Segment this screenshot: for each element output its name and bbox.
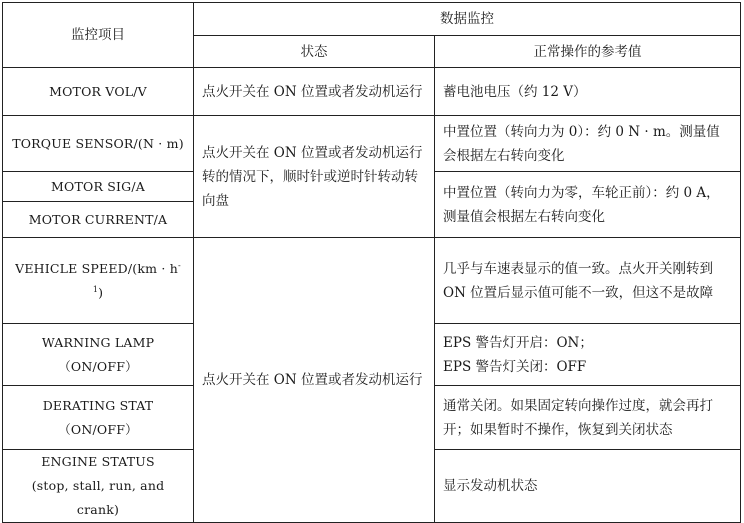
item-warning-lamp — [3, 324, 194, 386]
warning-lamp-name: WARNING LAMP — [41, 334, 155, 350]
ref-engine-status: 显示发动机状态 — [435, 450, 741, 523]
item-motor-vol: MOTOR VOL/V — [3, 68, 194, 116]
header-reference-value: 正常操作的参考值 — [435, 36, 741, 68]
warning-lamp-range: （ON/OFF） — [58, 358, 138, 374]
ref-torque-sensor: 中置位置（转向力为 0）：约 0 N · m。测量值会根据左右转向变化 — [435, 116, 741, 172]
ref-motor-sig: 中置位置（转向力为零，车轮正前）：约 0 A，测量值会根据左右转向变化 — [435, 172, 741, 238]
ref-motor-vol: 蓄电池电压（约 12 V） — [435, 68, 741, 116]
derating-stat-name: DERATING STAT — [42, 397, 154, 413]
vehicle-speed-close: ) — [98, 284, 104, 300]
table-row-torque-sensor — [3, 116, 741, 172]
header-state: 状态 — [194, 36, 435, 68]
item-derating-stat — [3, 386, 194, 450]
item-torque-sensor: TORQUE SENSOR/(N · m) — [3, 116, 194, 172]
state-motor-vol: 点火开关在 ON 位置或者发动机运行 — [194, 68, 435, 116]
header-monitor-item: 监控项目 — [3, 3, 194, 68]
item-motor-sig: MOTOR SIG/A — [3, 172, 194, 202]
warning-lamp-on: EPS 警告灯开启：ON； — [443, 334, 593, 351]
engine-status-values: (stop, stall, run, and crank) — [31, 478, 165, 517]
ref-derating-stat: 通常关闭。如果固定转向操作过度，就会再打开；如果暂时不操作，恢复到关闭状态 — [435, 386, 741, 450]
engine-status-name: ENGINE STATUS — [41, 454, 155, 469]
derating-stat-range: （ON/OFF） — [58, 421, 138, 437]
vehicle-speed-label: VEHICLE SPEED/(km · h — [15, 260, 178, 276]
ref-vehicle-speed: 几乎与车速表显示的值一致。点火开关刚转到 ON 位置后显示值可能不一致，但这不是故障 — [435, 238, 741, 324]
data-monitor-table — [2, 2, 741, 523]
state-steering: 点火开关在 ON 位置或者发动机运行转的情况下，顺时针或逆时针转动转向盘 — [194, 116, 435, 238]
header-row-1 — [3, 3, 741, 36]
vehicle-speed-exponent: -1 — [92, 260, 181, 294]
item-vehicle-speed — [3, 238, 194, 324]
item-motor-current: MOTOR CURRENT/A — [3, 202, 194, 238]
ref-warning-lamp — [435, 324, 741, 386]
state-ignition-on: 点火开关在 ON 位置或者发动机运行 — [194, 238, 435, 523]
warning-lamp-off: EPS 警告灯关闭：OFF — [443, 358, 587, 375]
header-data-monitor: 数据监控 — [194, 3, 741, 36]
table-row-motor-vol — [3, 68, 741, 116]
table-row-vehicle-speed — [3, 238, 741, 324]
